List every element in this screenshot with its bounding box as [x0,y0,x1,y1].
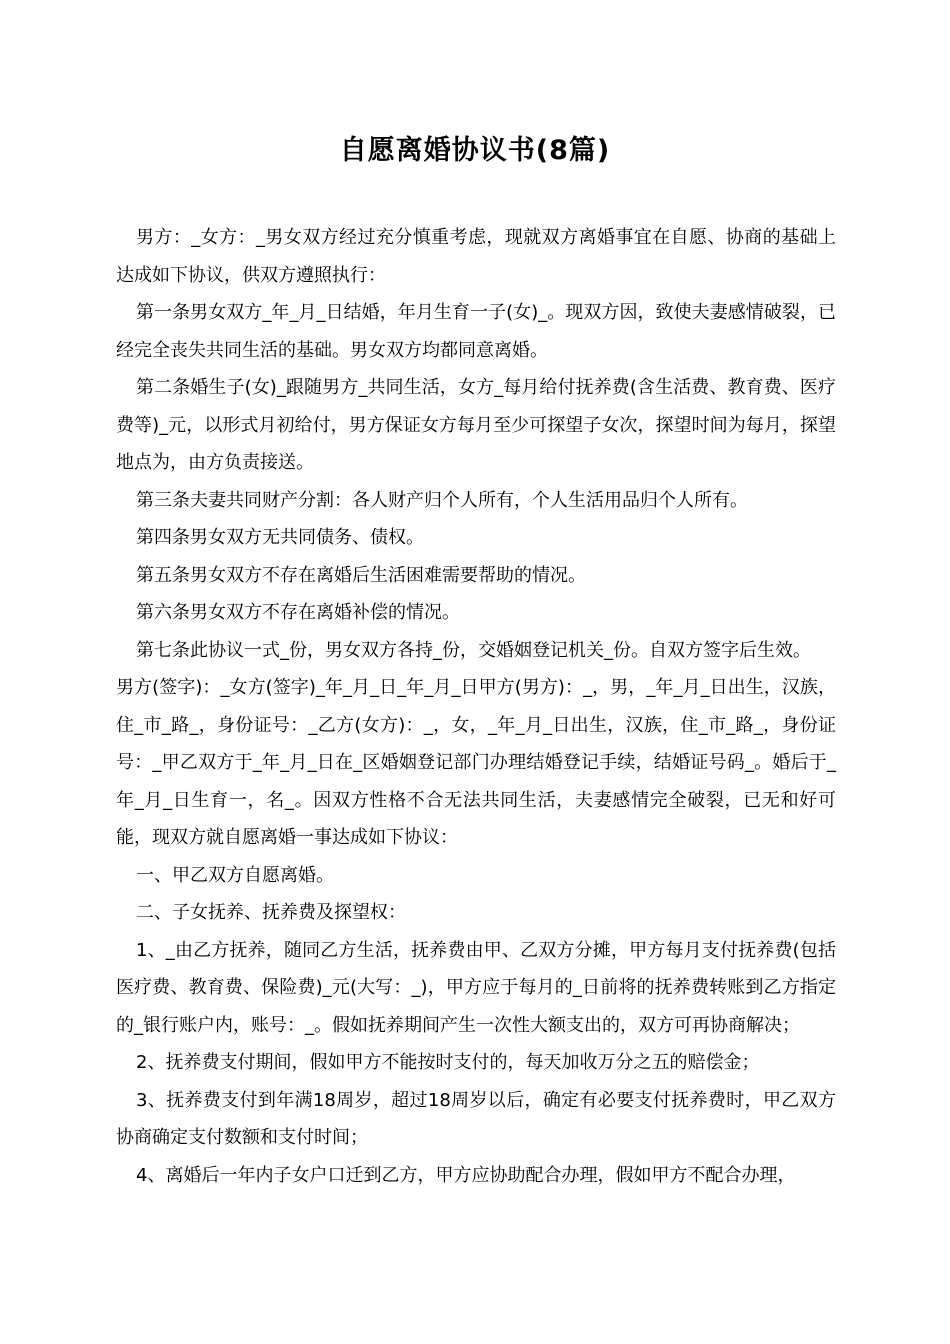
paragraph-subitem-1: 1、_由乙方抚养，随同乙方生活，抚养费由甲、乙双方分摊，甲方每月支付抚养费(包括医疗费、教育费、保险费)_元(大写：_)，甲方应于每月的_日前将的抚养费转账到乙方指定的_银行账户内，账号：_。假如抚养期间产生一次性大额支出的，双方可再协商解决； [116,939,836,1036]
paragraph-article-7: 第七条此协议一式_份，男女双方各持_份，交婚姻登记机关_份。自双方签字后生效。 [136,639,811,661]
paragraph-subitem-2: 2、抚养费支付期间，假如甲方不能按时支付的，每天加收万分之五的赔偿金； [136,1052,760,1073]
paragraph-subitem-4: 4、离婚后一年内子女户口迁到乙方，甲方应协助配合办理，假如甲方不配合办理， [136,1164,796,1186]
paragraph-article-1: 第一条男女双方_年_月_日结婚，年月生育一子(女)_。现双方因，致使夫妻感情破裂，已经完全丧失共同生活的基础。男女双方均都同意离婚。 [116,302,836,361]
paragraph-signatures-and-second-agreement: 男方(签字)：_女方(签字)_年_月_日_年_月_日甲方(男方)：_，男，_年_月_日出生，汉族，住_市_路_，身份证号：_乙方(女方)：_，女，_年_月_日出生，汉族，住_市_路_，身份证号：_甲乙双方于_年_月_日在_区婚姻登记部门办理结婚登记手续，结婚证号码_。婚后于_年_月_日生育一，名_。因双方性格不合无法共同生活，夫妻感情完全破裂，已无和好可能，现双方就自愿离婚一事达成如下协议： [116,677,836,848]
paragraph-article-3: 第三条夫妻共同财产分割：各人财产归个人所有，个人生活用品归个人所有。 [136,489,748,511]
paragraph-article-5: 第五条男女双方不存在离婚后生活困难需要帮助的情况。 [136,564,586,586]
paragraph-item-2: 二、子女抚养、抚养费及探望权： [136,902,406,923]
document-body [116,219,836,1194]
paragraph-item-1: 一、甲乙双方自愿离婚。 [136,864,334,886]
paragraph-article-2: 第二条婚生子(女)_跟随男方_共同生活，女方_每月给付抚养费(含生活费、教育费、医疗费等)_元，以形式月初给付，男方保证女方每月至少可探望子女次，探望时间为每月，探望地点为，由方负责接送。 [116,377,836,473]
paragraph-parties: 男方：_女方：_男女双方经过充分慎重考虑，现就双方离婚事宜在自愿、协商的基础上达成如下协议，供双方遵照执行： [116,227,836,286]
paragraph-subitem-3: 3、抚养费支付到年满18周岁，超过18周岁以后，确定有必要支付抚养费时，甲乙双方协商确定支付数额和支付时间； [116,1089,836,1148]
paragraph-article-6: 第六条男女双方不存在离婚补偿的情况。 [136,602,460,623]
document-title: 自愿离婚协议书(8篇) [339,135,611,166]
paragraph-article-4: 第四条男女双方无共同债务、债权。 [136,527,424,548]
